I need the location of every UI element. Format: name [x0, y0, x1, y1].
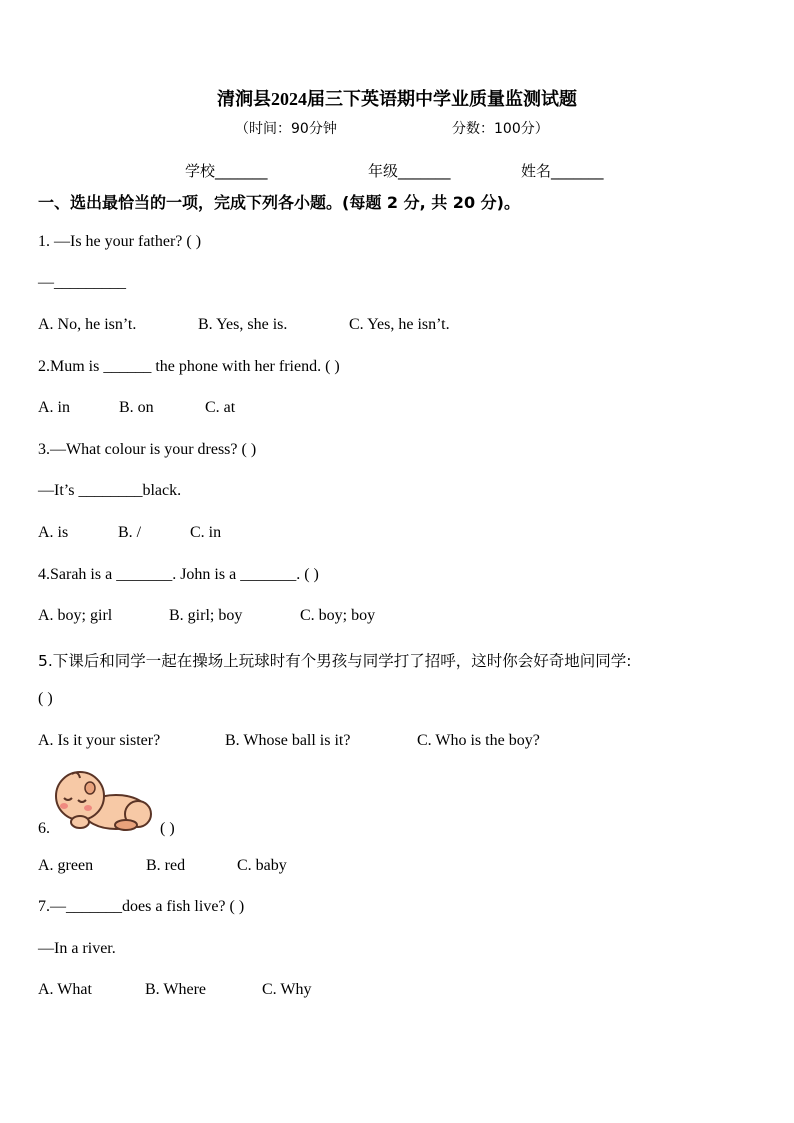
question-6-option-c: C. baby — [237, 857, 287, 874]
question-6-option-a: A. green — [38, 857, 94, 874]
question-5-option-b: B. Whose ball is it? — [225, 732, 351, 749]
sleeping-baby-image — [50, 770, 154, 832]
question-2-stem: 2.Mum is ______ the phone with her friend. ( ) — [38, 358, 340, 375]
question-5-option-a: A. Is it your sister? — [38, 732, 161, 749]
question-7-option-c: C. Why — [262, 981, 312, 998]
question-7-stem: 7.—_______does a fish live? ( ) — [38, 898, 245, 915]
exam-time: （时间：90分钟 — [235, 121, 337, 137]
school-field: 学校_______ — [185, 162, 268, 180]
question-2-option-c: C. at — [205, 399, 236, 416]
question-5-paren: ( ) — [38, 690, 53, 707]
question-1-option-c: C. Yes, he isn’t. — [349, 316, 450, 333]
question-1-stem: 1. —Is he your father? ( ) — [38, 233, 202, 250]
question-3-stem: 3.—What colour is your dress? ( ) — [38, 441, 257, 458]
question-6-paren: ( ) — [160, 820, 175, 837]
question-7-answer-line: —In a river. — [38, 940, 116, 957]
question-5-option-c: C. Who is the boy? — [417, 732, 540, 749]
question-1-answer-line: —_________ — [38, 274, 126, 291]
question-4-option-a: A. boy; girl — [38, 607, 113, 624]
question-3-option-c: C. in — [190, 524, 222, 541]
question-3-option-a: A. is — [38, 524, 69, 541]
question-3-option-b: B. / — [118, 524, 142, 541]
page-title: 清涧县2024届三下英语期中学业质量监测试题 — [217, 89, 577, 109]
question-2-option-b: B. on — [119, 399, 154, 416]
question-1-option-a: A. No, he isn’t. — [38, 316, 137, 333]
question-3-answer-line: —It’s ________black. — [38, 482, 182, 499]
question-1-option-b: B. Yes, she is. — [198, 316, 288, 333]
question-4-stem: 4.Sarah is a _______. John is a _______. ( ) — [38, 566, 319, 583]
question-4-option-b: B. girl; boy — [169, 607, 243, 624]
name-field: 姓名_______ — [521, 162, 604, 180]
question-5-stem: 5.下课后和同学一起在操场上玩球时有个男孩与同学打了招呼，这时你会好奇地问同学: — [38, 652, 632, 670]
question-4-option-c: C. boy; boy — [300, 607, 376, 624]
question-7-option-b: B. Where — [145, 981, 207, 998]
grade-field: 年级_______ — [368, 162, 451, 180]
question-7-option-a: A. What — [38, 981, 92, 998]
question-6-number: 6. — [38, 820, 50, 837]
exam-score: 分数：100分） — [452, 121, 549, 137]
question-6-option-b: B. red — [146, 857, 186, 874]
section-heading: 一、选出最恰当的一项，完成下列各小题。(每题 2 分, 共 20 分)。 — [38, 193, 520, 212]
question-2-option-a: A. in — [38, 399, 70, 416]
